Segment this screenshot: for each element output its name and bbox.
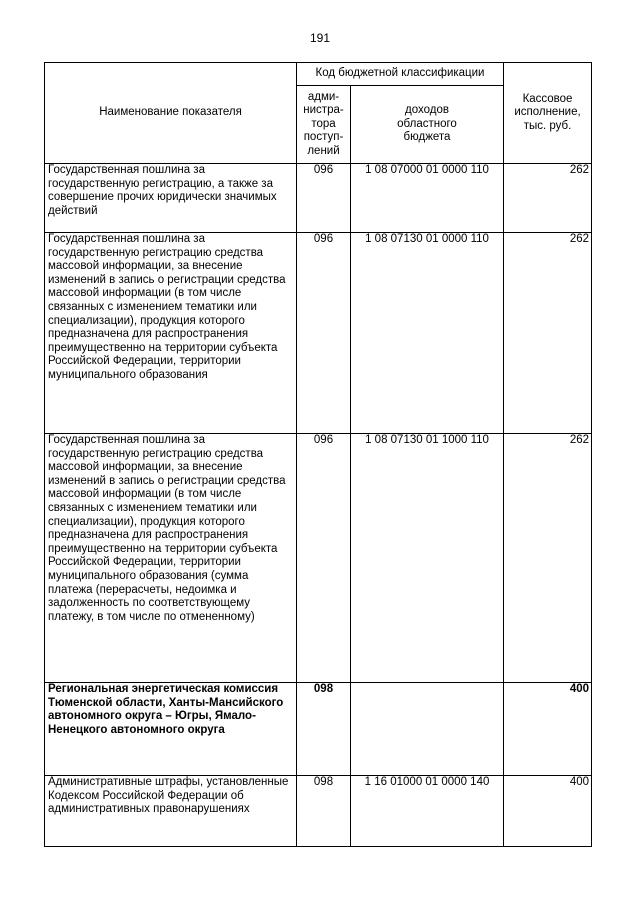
row-name: Региональная энергетическая комиссия Тюменской области, Ханты-Мансийского автономного округа – Югры, Ямало-Ненецкого автономного округа	[45, 683, 297, 776]
table-row	[45, 683, 592, 776]
row-amount: 262	[504, 233, 592, 434]
row-amount: 262	[504, 434, 592, 683]
header-code-group	[297, 63, 504, 86]
row-amount: 262	[504, 164, 592, 233]
table-row	[45, 776, 592, 847]
row-admin-code: 096	[297, 233, 351, 434]
row-name: Государственная пошлина за государственную регистрацию, а также за совершение прочих юридически значимых действий	[45, 164, 297, 233]
row-income-code: 1 16 01000 01 0000 140	[351, 776, 504, 847]
header-execution	[504, 63, 592, 164]
header-admin	[297, 86, 351, 164]
row-name: Административные штрафы, установленные Кодексом Российской Федерации об административных правонарушениях	[45, 776, 297, 847]
row-admin-code: 098	[297, 683, 351, 776]
row-income-code	[351, 683, 504, 776]
row-admin-code: 098	[297, 776, 351, 847]
header-name-label: Наименование показателя	[99, 106, 242, 119]
header-execution-label: Кассовое исполнение, тыс. руб.	[514, 92, 581, 132]
row-amount: 400	[504, 683, 592, 776]
budget-table	[44, 62, 592, 847]
header-code-group-label: Код бюджетной классификации	[315, 67, 485, 80]
header-name	[45, 63, 297, 164]
header-income	[351, 86, 504, 164]
row-admin-code: 096	[297, 164, 351, 233]
row-income-code: 1 08 07000 01 0000 110	[351, 164, 504, 233]
row-name: Государственная пошлина за государственную регистрацию средства массовой информации, за внесение изменений в запись о регистрации средства массовой информации (в том числе связанных с изменением тематики или специализации), продукция которого предназначена для распространения преимущественно на территории субъекта Российской Федерации, территории муниципального образования (сумма платежа (перерасчеты, недоимка и задолженность по соответствующему платежу, в том числе по отмененному)	[45, 434, 297, 683]
row-amount: 400	[504, 776, 592, 847]
header-admin-label: адми- нистра- тора поступ- лений	[303, 90, 344, 157]
row-income-code: 1 08 07130 01 1000 110	[351, 434, 504, 683]
table-row	[45, 434, 592, 683]
header-row-group	[45, 63, 592, 86]
row-name: Государственная пошлина за государственную регистрацию средства массовой информации, за внесение изменений в запись о регистрации средства массовой информации (в том числе связанных с изменением тематики или специализации), продукция которого предназначена для распространения преимущественно на территории субъекта Российской Федерации, территории муниципального образования	[45, 233, 297, 434]
table-row	[45, 233, 592, 434]
row-admin-code: 096	[297, 434, 351, 683]
page-number: 191	[309, 31, 331, 45]
row-income-code: 1 08 07130 01 0000 110	[351, 233, 504, 434]
table-row	[45, 164, 592, 233]
header-income-label: доходов областного бюджета	[397, 104, 457, 144]
